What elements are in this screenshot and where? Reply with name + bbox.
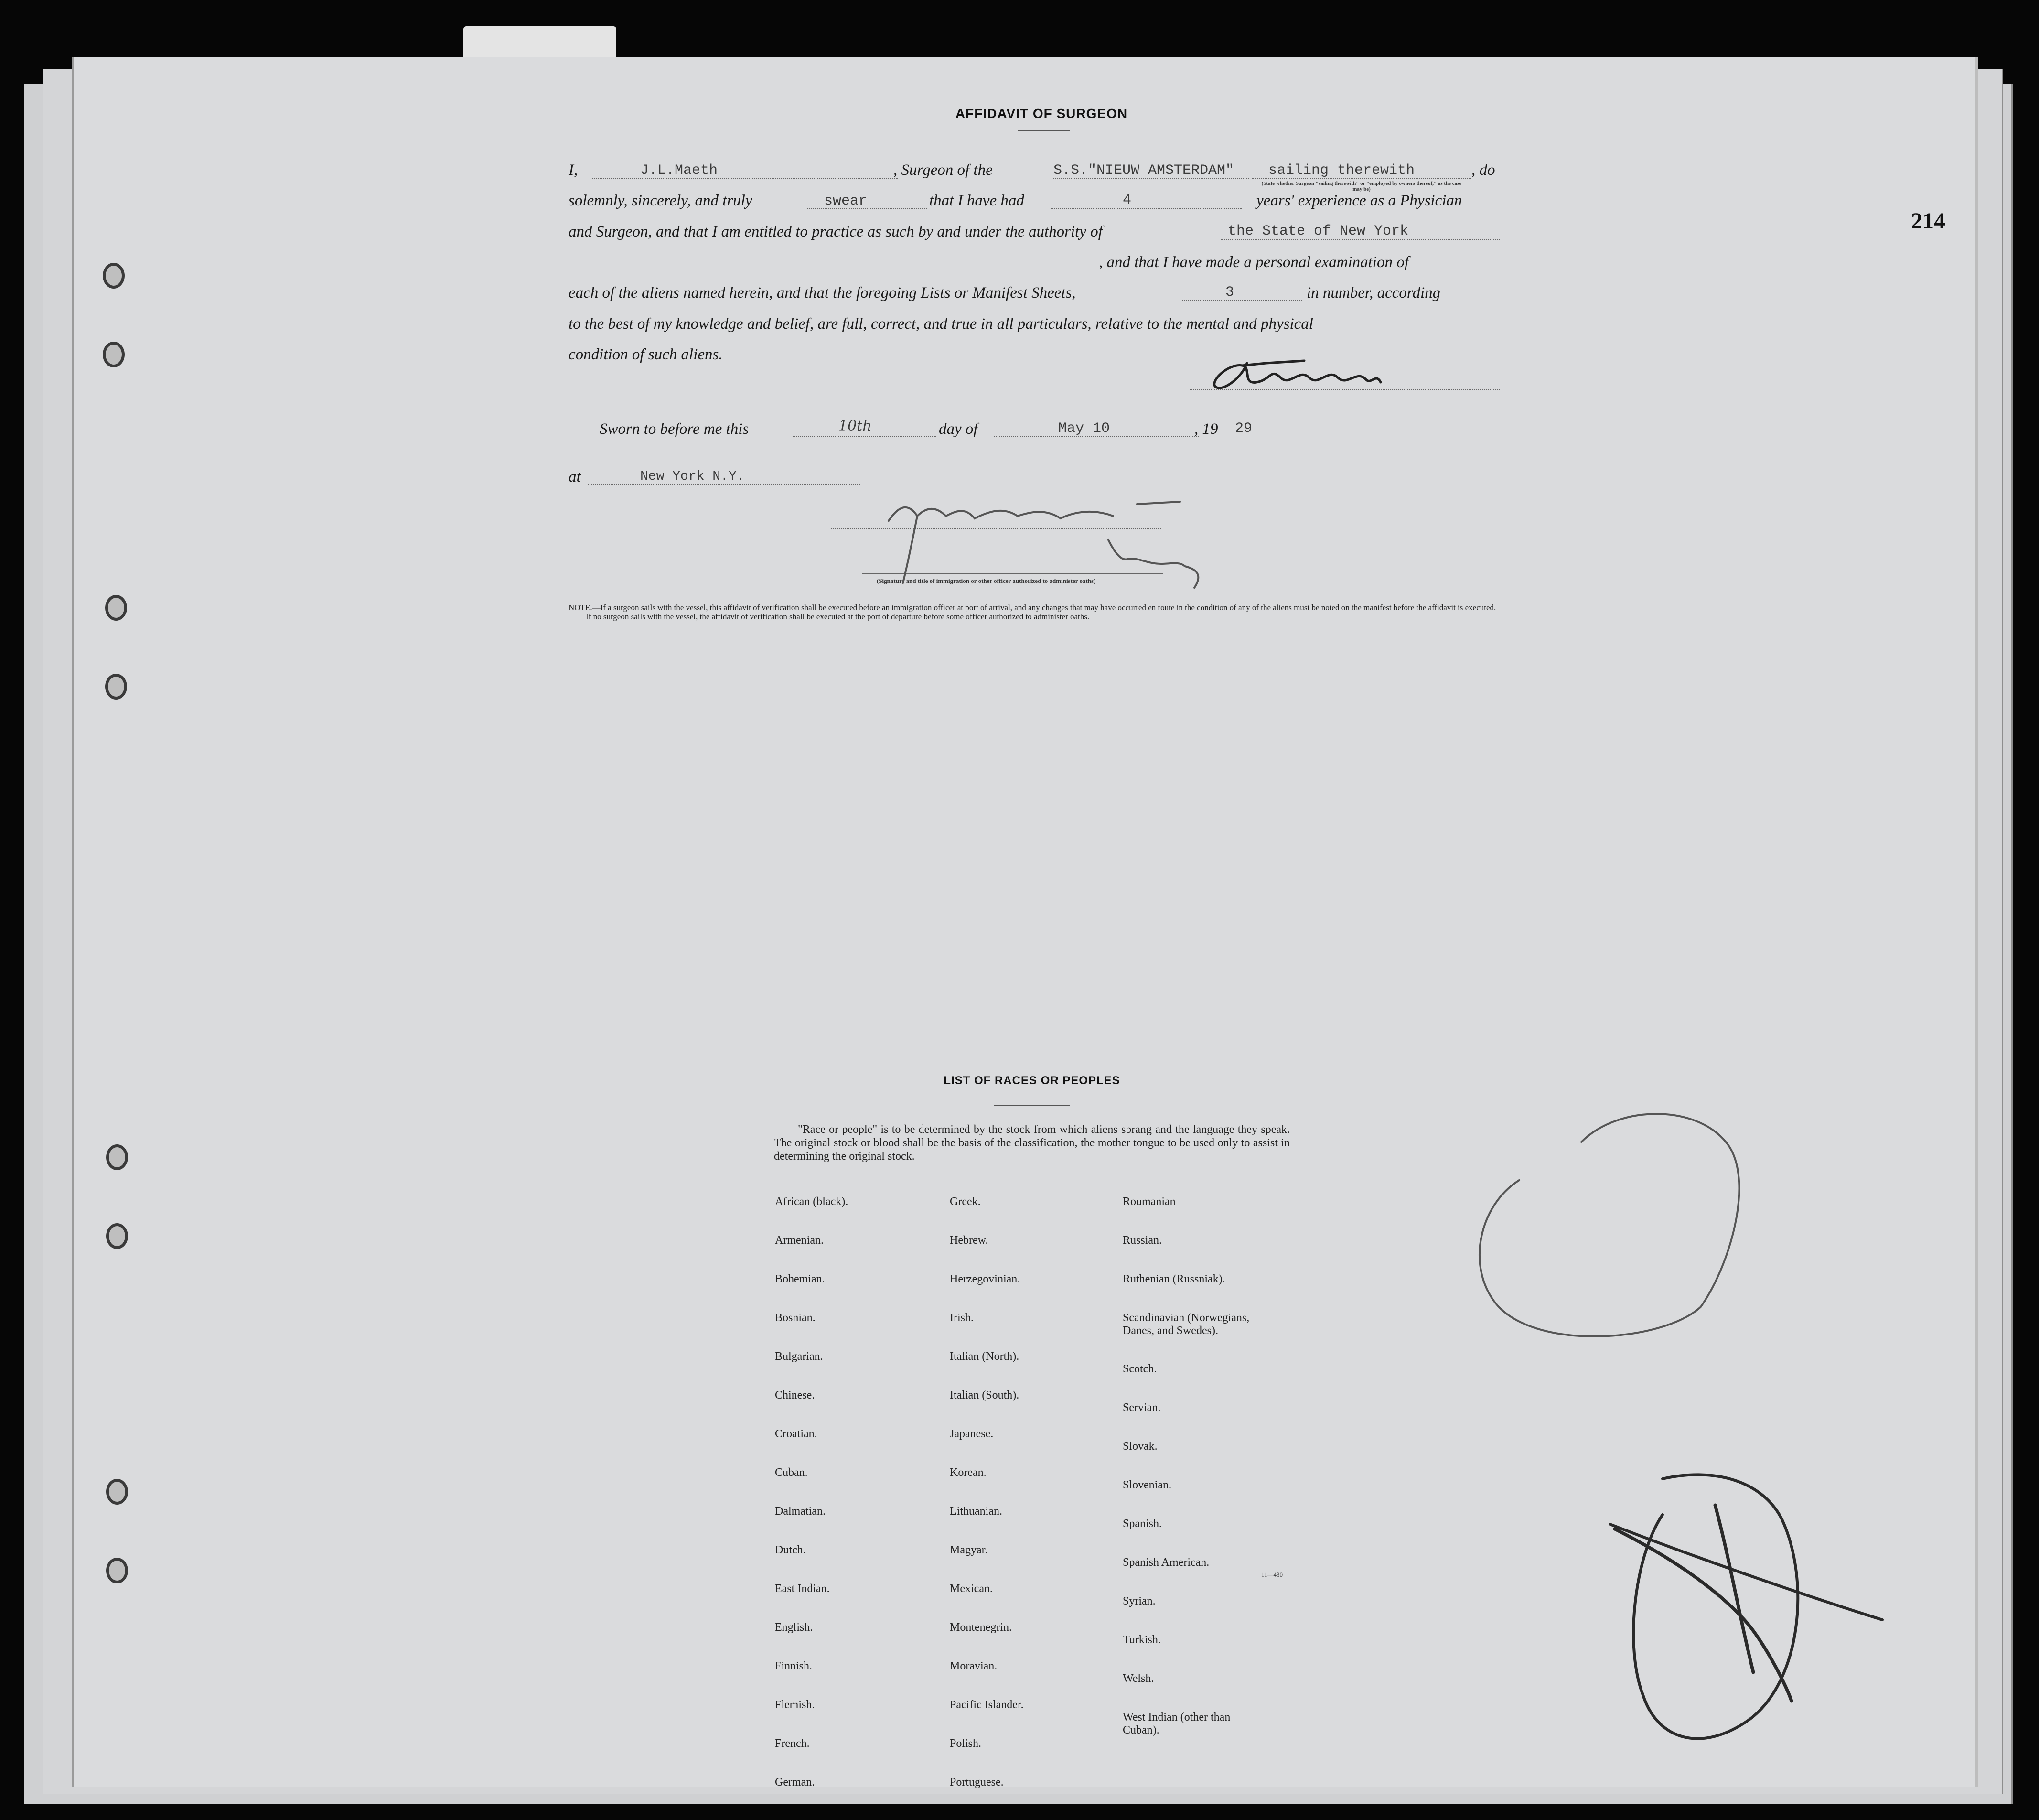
race-item: Greek. <box>950 1195 981 1208</box>
race-item: Italian (South). <box>950 1389 1020 1401</box>
page-number: 214 <box>1911 208 1945 234</box>
race-item: Turkish. <box>1123 1634 1161 1646</box>
affidavit-line6: to the best of my knowledge and belief, are full, correct, and true in all particulars, relative to the mental and physical <box>569 315 1313 333</box>
race-item: Roumanian <box>1123 1195 1176 1208</box>
sworn-day: 10th <box>838 418 872 434</box>
race-item: Mexican. <box>950 1583 993 1595</box>
officer-hint: (Signature and title of immigration or other officer authorized to administer oaths) <box>877 577 1096 584</box>
affidavit-line5-a: each of the aliens named herein, and that the foregoing Lists or Manifest Sheets, <box>569 284 1076 302</box>
sworn-place: New York N.Y. <box>640 469 745 484</box>
sworn-year: 29 <box>1235 420 1253 437</box>
race-item: Slovak. <box>1123 1440 1158 1453</box>
sheets-value: 3 <box>1225 284 1234 301</box>
pencil-circle-marks <box>1480 1114 1882 1738</box>
race-item: Lithuanian. <box>950 1505 1002 1518</box>
race-item: German. <box>775 1776 815 1788</box>
race-item: Servian. <box>1123 1401 1161 1414</box>
affidavit-line4: , and that I have made a personal examination of <box>1099 254 1409 271</box>
race-item: Portuguese. <box>950 1776 1004 1788</box>
sailing-status: sailing therewith <box>1268 162 1415 179</box>
race-item: Herzegovinian. <box>950 1273 1020 1285</box>
sworn-month: May 10 <box>1058 420 1110 437</box>
affidavit-line7: condition of such aliens. <box>569 346 723 363</box>
affidavit-line1-a: I, <box>569 162 578 179</box>
races-intro: "Race or people" is to be determined by the stock from which aliens sprang and the language they speak. The original stock or blood shall be the basis of the classification, the mother tongue to be used only to assist in determining the original stock. <box>774 1123 1290 1163</box>
note-para-1: NOTE.—If a surgeon sails with the vessel, this affidavit of verification shall be executed before an immigration officer at port of arrival, and any changes that may have occurred en route in the condition of any of the aliens must be noted on the manifest before the affidavit is executed. <box>569 603 1496 612</box>
race-item: Hebrew. <box>950 1234 988 1247</box>
race-item: Russian. <box>1123 1234 1162 1247</box>
race-item: Korean. <box>950 1466 987 1479</box>
surgeon-name: J.L.Maeth <box>640 162 718 179</box>
at-label: at <box>569 468 581 485</box>
authority-value: the State of New York <box>1228 223 1409 239</box>
race-item: Italian (North). <box>950 1350 1020 1363</box>
race-item: Slovenian. <box>1123 1479 1171 1491</box>
race-item: Bosnian. <box>775 1312 816 1324</box>
note-para-2: If no surgeon sails with the vessel, the affidavit of verification shall be executed at the port of departure before some officer authorized to administer oaths. <box>586 612 1090 621</box>
officer-signature <box>889 502 1198 588</box>
affidavit-line1-c: , do <box>1471 162 1495 179</box>
surgeon-signature <box>1214 361 1381 388</box>
race-item: Dalmatian. <box>775 1505 826 1518</box>
race-item: Croatian. <box>775 1428 817 1440</box>
race-item: East Indian. <box>775 1583 830 1595</box>
race-item: Montenegrin. <box>950 1621 1012 1634</box>
race-item: Moravian. <box>950 1660 998 1672</box>
race-item: Armenian. <box>775 1234 824 1247</box>
races-title: LIST OF RACES OR PEOPLES <box>944 1074 1120 1087</box>
race-item: Bohemian. <box>775 1273 825 1285</box>
affidavit-line5-b: in number, according <box>1307 284 1441 302</box>
affidavit-line3: and Surgeon, and that I am entitled to practice as such by and under the authority of <box>569 223 1103 240</box>
race-item: Chinese. <box>775 1389 815 1401</box>
race-item: West Indian (other than Cuban). <box>1123 1711 1231 1736</box>
race-item: African (black). <box>775 1195 848 1208</box>
race-item: Spanish American. <box>1123 1556 1210 1569</box>
race-item: Syrian. <box>1123 1595 1156 1607</box>
race-item: Dutch. <box>775 1544 806 1556</box>
years-value: 4 <box>1123 192 1132 208</box>
race-item: French. <box>775 1737 810 1750</box>
form-code: 11—430 <box>1261 1571 1283 1578</box>
race-item: Finnish. <box>775 1660 813 1672</box>
race-item: Polish. <box>950 1737 982 1750</box>
vessel-name: S.S."NIEUW AMSTERDAM" <box>1053 162 1234 179</box>
race-item: Magyar. <box>950 1544 988 1556</box>
affidavit-line2-c: years' experience as a Physician <box>1256 192 1462 209</box>
sailing-hint: (State whether Surgeon "sailing therewith" or "employed by owners thereof," as the case may be) <box>1261 181 1462 192</box>
affidavit-line2-a: solemnly, sincerely, and truly <box>569 192 752 209</box>
race-item: Cuban. <box>775 1466 808 1479</box>
race-item: Japanese. <box>950 1428 994 1440</box>
year-prefix: , 19 <box>1194 420 1218 438</box>
race-item: Scandinavian (Norwegians, Danes, and Swedes). <box>1123 1312 1250 1337</box>
affidavit-line1-b: , Surgeon of the <box>893 162 993 179</box>
race-item: Bulgarian. <box>775 1350 823 1363</box>
race-item: English. <box>775 1621 813 1634</box>
race-item: Welsh. <box>1123 1672 1154 1685</box>
sworn-label: Sworn to before me this <box>600 420 749 438</box>
race-item: Scotch. <box>1123 1363 1157 1375</box>
affidavit-title: AFFIDAVIT OF SURGEON <box>955 106 1128 121</box>
day-of-label: day of <box>939 420 978 438</box>
race-item: Pacific Islander. <box>950 1699 1024 1711</box>
oath-word: swear <box>824 193 868 209</box>
affidavit-line2-b: that I have had <box>929 192 1024 209</box>
race-item: Flemish. <box>775 1699 815 1711</box>
race-item: Irish. <box>950 1312 974 1324</box>
race-item: Ruthenian (Russniak). <box>1123 1273 1225 1285</box>
race-item: Spanish. <box>1123 1518 1162 1530</box>
